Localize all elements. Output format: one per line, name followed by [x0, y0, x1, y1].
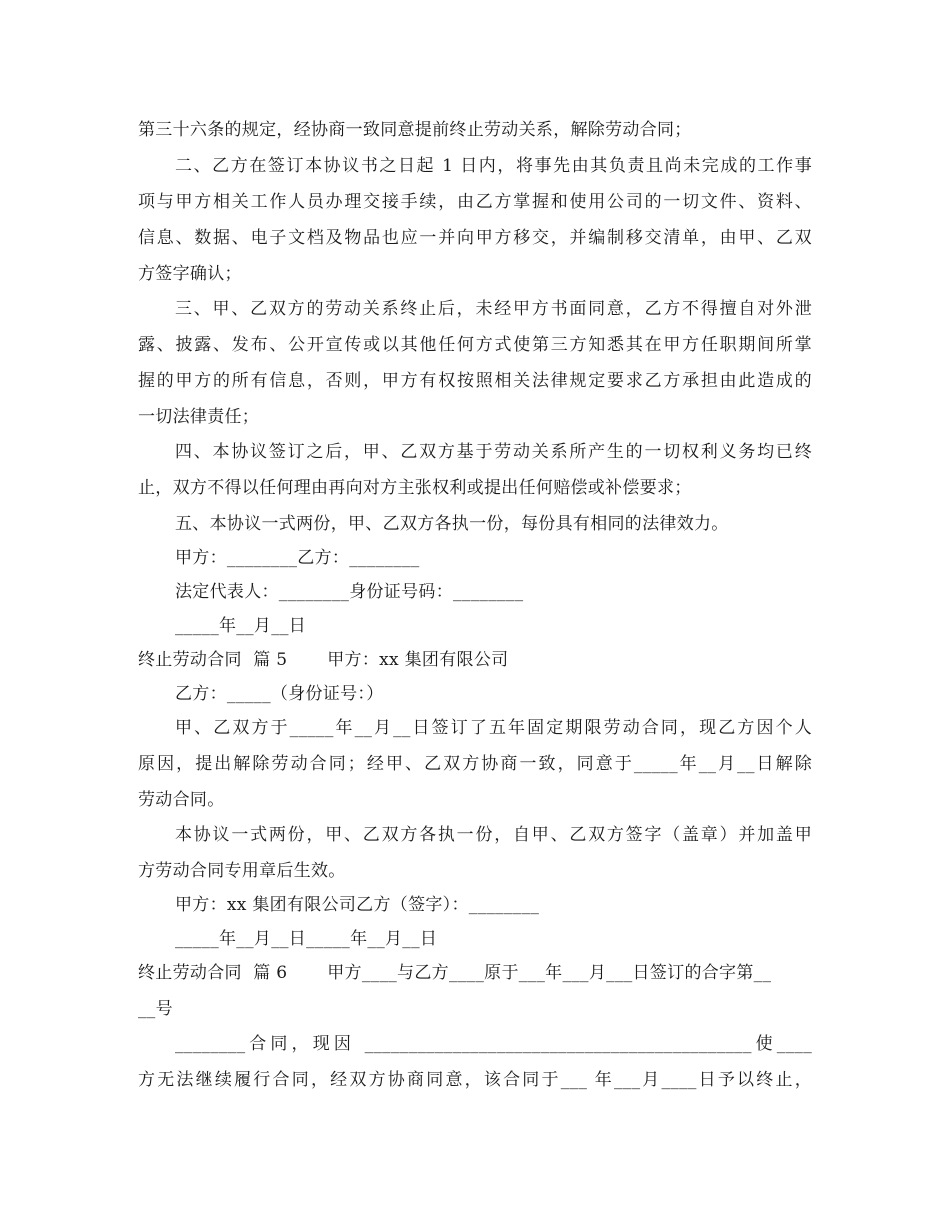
text-line: 四、本协议签订之后，甲、乙双方基于劳动关系所产生的一切权利义务均已终 [175, 442, 812, 462]
text-line: 五、本协议一式两份，甲、乙双方各执一份，每份具有相同的法律效力。 [175, 514, 729, 534]
text-line: 甲方：________乙方：________ [175, 548, 420, 568]
text-line: 三、甲、乙双方的劳动关系终止后，未经甲方书面同意，乙方不得擅自对外泄 [175, 299, 812, 319]
text-line: 甲、乙双方于_____年__月__日签订了五年固定期限劳动合同，现乙方因个人 [175, 718, 812, 738]
text-line: 露、披露、发布、公开宣传或以其他任何方式使第三方知悉其在甲方任职期间所掌 [138, 335, 812, 355]
text-line: 项与甲方相关工作人员办理交接手续，由乙方掌握和使用公司的一切文件、资料、 [138, 192, 812, 212]
text-line: 一切法律责任； [138, 407, 260, 427]
text-line: ________合同，现因 ____________________________________________使____ [175, 1034, 812, 1054]
text-line: 甲方：xx 集团有限公司乙方（签字）：________ [175, 895, 540, 915]
section-heading: 终止劳动合同 篇 5 甲方：xx 集团有限公司 [138, 650, 509, 670]
text-line: 止，双方不得以任何理由再向对方主张权利或提出任何赔偿或补偿要求； [138, 478, 692, 498]
text-line: 劳动合同。 [138, 790, 225, 810]
text-line: 方劳动合同专用章后生效。 [138, 861, 346, 881]
text-line: 第三十六条的规定，经协商一致同意提前终止劳动关系，解除劳动合同； [138, 120, 692, 140]
text-line: 本协议一式两份，甲、乙双方各执一份，自甲、乙双方签字（盖章）并加盖甲 [175, 825, 812, 845]
text-line: __号 [138, 999, 173, 1019]
text-line: 原因，提出解除劳动合同；经甲、乙双方协商一致，同意于_____年__月__日解除 [138, 754, 812, 774]
text-line: _____年__月__日 [175, 616, 307, 636]
text-line: 乙方：_____（身份证号：） [175, 684, 384, 704]
text-line: 方无法继续履行合同，经双方协商同意，该合同于___ 年___月____日予以终止， [138, 1070, 812, 1090]
text-line: 方签字确认； [138, 264, 242, 284]
text-line: 信息、数据、电子文档及物品也应一并向甲方移交，并编制移交清单，由甲、乙双 [138, 228, 812, 248]
text-line: 握的甲方的所有信息，否则，甲方有权按照相关法律规定要求乙方承担由此造成的 [138, 371, 812, 391]
text-line: 法定代表人：________身份证号码：________ [175, 582, 524, 602]
text-line: _____年__月__日_____年__月__日 [175, 929, 438, 949]
text-line: 二、乙方在签订本协议书之日起 1 日内，将事先由其负责且尚未完成的工作事 [175, 156, 812, 176]
section-heading: 终止劳动合同 篇 6 甲方____与乙方____原于___年___月___日签订的合字第__ [138, 963, 772, 983]
